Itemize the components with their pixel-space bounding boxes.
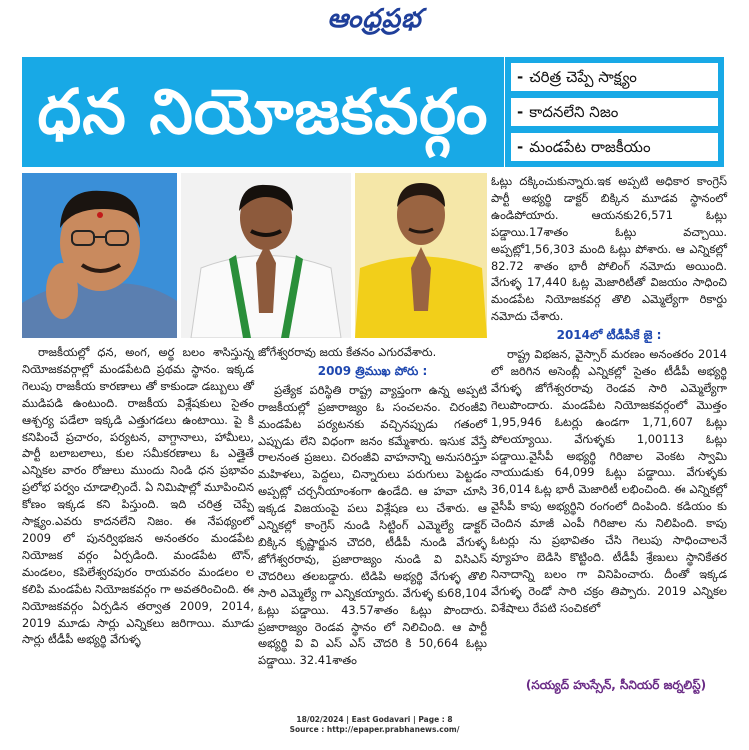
photo-leader-3 <box>355 173 487 338</box>
article-paragraph: రాష్ట్ర విభజన, వైస్సార్ మరణం అనంతరం 2014 లో జరిగిన అసెంబ్లీ ఎన్నికల్లో సైతం టీడీపీ అభ్యర్థి వేగుళ్ళ జోగేశ్వరరావు రెండవ సారి ఎమ్మెల్యేగా గెలుపొందారు. మండపేట నియోజకవర్గంలో మొత్తం 1,95,946 ఓటర్లు ఉండగా 1,71,607 ఓట్లు పోలయ్యాయి. వేగుళ్ళకు 1,00113 ఓట్లు పడ్డాయి.వైసీపీ అభ్యర్థి గిరిజాల వెంకట స్వామి నాయుడుకు 64,099 ఓట్లు పడ్డాయి. వేగుళ్ళకు 36,014 ఓట్ల భారీ మెజారిటీ లభించింది. ఈ ఎన్నికల్లో వైసీపీ కాపు అభ్యర్థిని రంగంలో దింపింది. కడియం కు చెందిన మాజీ ఎంపీ గిరిజాల ను నిలిపింది. కాపు ఓటర్లు ను ప్రభావితం చేసి గెలుపు సాధించాలనే వ్యూహం బెడిసి కొట్టింది. టీడీపీ శ్రేణులు స్థానికేతర నినాదాన్ని బలం గా వినిపించారు. దీంతో ఇక్కడ వేగుళ్ళ రెండో సారి చక్రం తిప్పారు. 2019 ఎన్నికల విశేషాలు రేపటి సంచికలో <box>491 347 727 615</box>
byline: (సయ్యద్ హుస్సేన్, సీనియర్ జర్నలిస్ట్) <box>525 678 707 692</box>
article-paragraph: రాజకీయల్లో ధన, అంగ, అర్థ బలం శాసిస్తున్న నియోజకవర్గాల్లో మండపేటది ప్రథమ స్థానం. ఇక్కడ గెలుపు రాజకీయ కారణాలు తో కాకుండా డబ్బులు తో ముడిపడి ఉంటుంది. రాజకీయ విశ్లేషకులు సైతం ఆశ్చర్య పడేలా ఇక్కడి ఎత్తుగడలు ఉంటాయి. పై కి కనిపించే ప్రచారం, పర్యటన, వాగ్దానాలు, హామీలు, పార్టీ బలాబలాలు, కుల సమీకరణాలు ఓ ఎత్తైతే ఎన్నికల వారం రోజులు ముందు నిండి ధన ప్రభావం ప్రలోభ పర్వం చూడాల్సిందే. ఏ నిమిషాల్లో మూపించిన కోణం ఇక్కడ కని పిస్తుంది. ఇది చరిత్ర చెప్పే సాక్ష్యం.ఎవరు కాదనలేని నిజం. ఈ నేపథ్యంలో 2009 లో పునర్విభజన అనంతరం మండపేట నియోజక వర్గం ఏర్పడింది. మండపేట టౌన్, మండలం, కపిలేశ్వరపురం రాయవరం మండలం ల కలిపి మండపేట నియోజకవర్గం గా అవతరించింది. ఈ నియోజకవర్గం ఏర్పడిన తర్వాత 2009, 2014, 2019 మూడు సార్లు ఎన్నికలు జరిగాయి. మూడు సార్లు టీడీపీ అభ్యర్థి వేగుళ్ళ <box>22 345 254 647</box>
page-footer <box>0 715 749 735</box>
article-paragraph: జోగేశ్వరరావు జయ కేతనం ఎగురవేశారు. <box>258 345 437 359</box>
subheads-box <box>505 57 724 167</box>
photo-leader-1 <box>22 173 177 338</box>
subhead-2: - కాదనలేని నిజం <box>511 98 718 126</box>
headline-banner <box>22 57 504 167</box>
section-heading-2014: 2014లో టీడీపీకే జై : <box>556 328 662 343</box>
article-paragraph: ఓట్లు దక్కించుకున్నారు.ఇక అప్పటి అధికార కాంగ్రెస్ పార్టీ అభ్యర్థి డాక్టర్ బిక్కిన మూడవ స్థానంలో ఉండిపోయారు. ఆయనకు26,571 ఓట్లు పడ్డాయి.17శాతం ఓట్లు వచ్చాయి. అప్పట్లో1,56,303 మంది ఓట్లు పోశారు. ఆ ఎన్నికల్లో 82.72 శాతం భారీ పోలింగ్ నమోదు అయింది. వేగుళ్ళ 17,440 ఓట్ల మెజారిటీతో విజయం సాధించి మండపేట నియోజకవర్గ తొలి ఎమ్మెల్యేగా రికార్డు నమోదు చేశారు. <box>491 174 727 324</box>
headline-title: ధన నియోజకవర్గం <box>37 75 489 148</box>
article-column-3 <box>491 173 727 617</box>
article-column-2 <box>258 344 487 669</box>
photo-leader-2 <box>181 173 351 338</box>
footer-date-edition: 18/02/2024 | East Godavari | Page : 8 <box>296 715 453 724</box>
masthead-logo: ఆంధ్రప్రభ <box>327 4 422 34</box>
article-paragraph: ప్రత్యేక పరిస్థితి రాష్ట్ర వ్యాప్తంగా ఉన్న అప్పటి రాజకీయల్లో ప్రజారాజ్యం ఓ సంచలనం. చిరంజీవి మండపేట పర్యటనకు వచ్చినప్పుడు గతంలో ఎప్పుడు లేని విధంగా జనం కమ్మేశారు. ఇసుక వేస్తే రాలనంత ప్రజలు. చిరంజీవి వాహనాన్ని అనుసరిస్తూ మహిళలు, పెద్దలు, చిన్నారులు పరుగులు పెట్టడం అప్పట్లో చర్చనీయాంశంగా ఉండేది. ఆ హవా చూసి ఇక్కడ విజయంపై పలు విశ్లేషణ లు చేశారు. ఆ ఎన్నికల్లో కాంగ్రెస్ నుండి సిట్టింగ్ ఎమ్మెల్యే డాక్టర్ బిక్కిన కృష్ణార్జున చౌదరి, టీడీపీ నుండి వేగుళ్ళ జోగేశ్వరరావు, ప్రజారాజ్యం నుండి వి విసిఎస్ చౌదరిలు తలబడ్డారు. టిడిపి అభ్యర్థి వేగుళ్ళ తొలి సారి ఎమ్మెల్యే గా ఎన్నికయ్యారు. వేగుళ్ళ కు68,104 ఓట్లు పడ్డాయి. 43.57శాతం ఓట్లు పొందారు. ప్రజారాజ్యం రెండవ స్థానం లో నిలిచింది. ఆ పార్టీ అభ్యర్థి వి వి ఎస్ ఎస్ చౌదరి కి 50,664 ఓట్లు పడ్డాయి. 32.41శాతం <box>258 382 487 668</box>
article-column-1 <box>22 344 254 648</box>
footer-source: Source : http://epaper.prabhanews.com/ <box>289 725 460 734</box>
subhead-1: - చరిత్ర చెప్పే సాక్ష్యం <box>511 63 718 91</box>
section-heading-2009: 2009 త్రిముఖ పోరు : <box>317 363 428 378</box>
masthead <box>0 0 749 46</box>
subhead-3: - మండపేట రాజకీయం <box>511 133 718 161</box>
